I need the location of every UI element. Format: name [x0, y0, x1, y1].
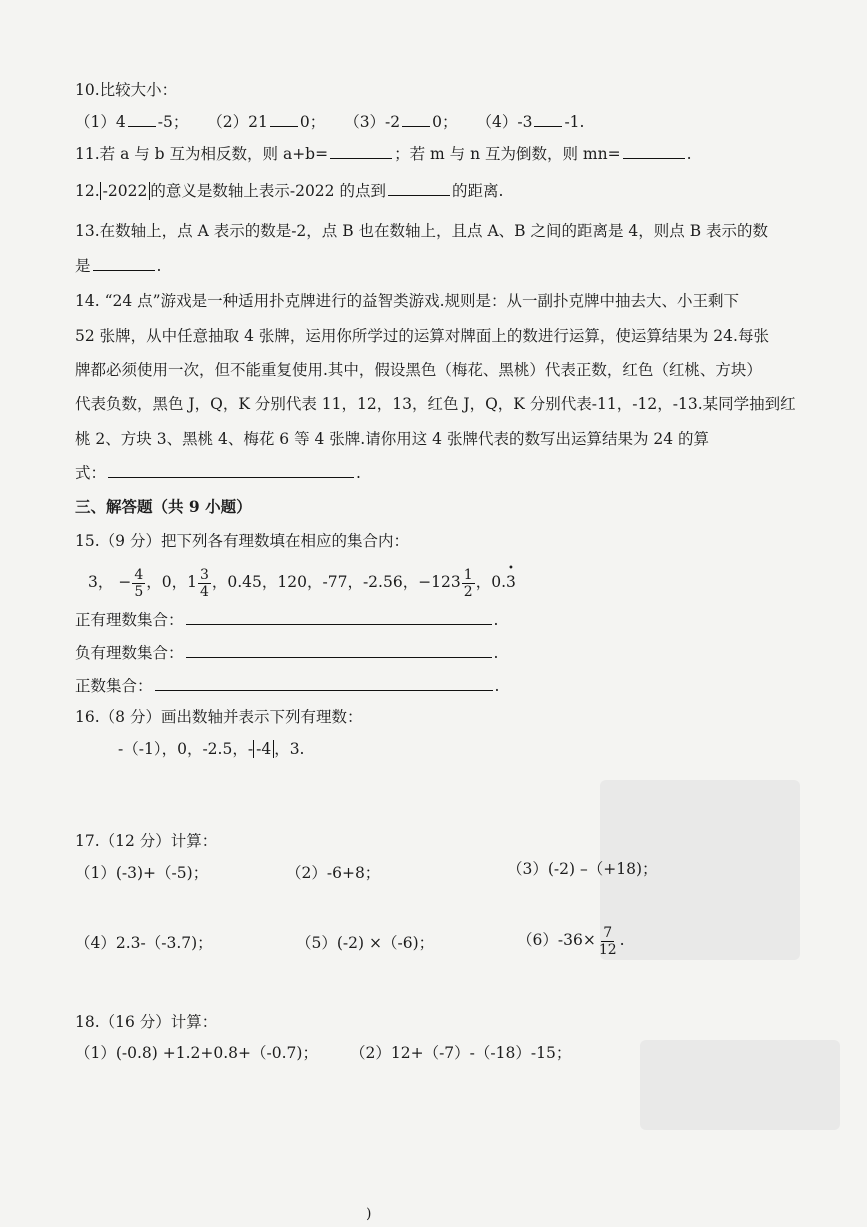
q15-set3-end: . — [494, 677, 500, 695]
section-3-heading — [75, 496, 252, 518]
q18-part2 — [350, 1042, 571, 1064]
q15-num-3: ，0.45，120，-77，-2.56，−123 — [211, 573, 461, 591]
q17-p6-end: . — [619, 931, 625, 949]
q16-title — [75, 706, 362, 728]
q11-text-a: 11.若 a 与 b 互为相反数，则 a+b= — [75, 145, 329, 163]
q15-set3-blank[interactable] — [155, 676, 493, 691]
q11-text-b: ；若 m 与 n 互为倒数，则 mn= — [394, 145, 621, 163]
q15-num-4: ，0. — [475, 573, 506, 591]
q15-set2-blank[interactable] — [186, 643, 492, 658]
q15-neg-sign: − — [118, 573, 132, 591]
q12-blank[interactable] — [388, 181, 450, 196]
q17-p1-text: （1）(-3)+（-5)； — [75, 864, 209, 882]
q17-p5-text: （5）(-2) ×（-6)； — [296, 934, 435, 952]
q13-text: 13.在数轴上，点 A 表示的数是-2，点 B 也在数轴上，且点 A、B 之间的距离是 4，则点 B 表示的数 — [75, 222, 769, 240]
q11-end: . — [686, 145, 692, 163]
q10-part1-end: -5； — [157, 113, 189, 131]
q17-part1 — [75, 862, 208, 884]
q15-fraction-3 — [462, 567, 475, 600]
q15-set1-label: 正有理数集合： — [75, 611, 184, 629]
q17-part4 — [75, 932, 213, 954]
q15-f2-denominator: 4 — [199, 583, 209, 600]
q18-p2-text: （2）12+（-7）-（-18）-15； — [350, 1044, 572, 1062]
q17-part3 — [507, 858, 658, 880]
q17-f-denominator: 12 — [598, 941, 617, 958]
q17-part6 — [517, 920, 625, 960]
q16-nums-end: ，3. — [274, 740, 305, 758]
q12-text: 的意义是数轴上表示-2022 的点到 — [150, 182, 386, 200]
q16-title-text: 16.（8 分）画出数轴并表示下列有理数： — [75, 708, 363, 726]
q15-set2-end: . — [493, 644, 499, 662]
q16-absolute-value: -4 — [253, 740, 274, 758]
q10-title-text: 10.比较大小： — [75, 81, 178, 99]
q18-part1 — [75, 1042, 318, 1064]
q10-blank3[interactable] — [402, 112, 430, 127]
q10-part2: （2）21 — [207, 113, 268, 131]
q10-part2-end: 0； — [299, 113, 326, 131]
q10-part4: （4）-3 — [476, 113, 533, 131]
q10-blank2[interactable] — [270, 112, 298, 127]
q15-title — [75, 530, 409, 552]
q11-blank1[interactable] — [330, 144, 392, 159]
q14-line4 — [75, 393, 796, 415]
q12-absolute-value: -2022 — [100, 182, 151, 200]
q14-end: . — [356, 464, 361, 482]
q15-f3-numerator: 1 — [463, 566, 473, 583]
q14-text-1: 14. “24 点”游戏是一种适用扑克牌进行的益智类游戏.规则是：从一副扑克牌中抽去大、小王剩下 — [75, 292, 740, 310]
q14-text-5: 桃 2、方块 3、黑桃 4、梅花 6 等 4 张牌.请你用这 4 张牌代表的数写出运算结果为 24 的算 — [75, 430, 710, 448]
q10-part4-end: -1. — [564, 113, 585, 131]
q15-fraction-2 — [198, 567, 211, 600]
q15-numbers — [88, 562, 516, 602]
q15-fraction-1 — [132, 567, 145, 600]
q14-line1 — [75, 290, 739, 312]
q17-title-text: 17.（12 分）计算： — [75, 832, 218, 850]
q13-line1 — [75, 220, 768, 242]
scan-smudge — [640, 1040, 840, 1130]
q15-num-1: 3， — [88, 573, 114, 591]
q13-blank[interactable] — [93, 256, 155, 271]
q14-line3 — [75, 359, 762, 381]
q12 — [75, 180, 503, 202]
q13-end: . — [156, 257, 162, 275]
q14-text-2: 52 张牌，从中任意抽取 4 张牌，运用你所学过的运算对牌面上的数进行运算，使运算结果为 24.每张 — [75, 327, 769, 345]
q11 — [75, 143, 692, 165]
q14-line2 — [75, 325, 769, 347]
q13-text-2: 是 — [75, 257, 91, 275]
q15-repeating-digit: 3 • — [506, 562, 516, 602]
q15-set-negative-rational — [75, 642, 498, 664]
q10-part1: （1）4 — [75, 113, 126, 131]
q10-parts — [75, 111, 584, 133]
q15-f3-denominator: 2 — [463, 583, 473, 600]
q15-set1-blank[interactable] — [186, 610, 492, 625]
q18-title-text: 18.（16 分）计算： — [75, 1013, 218, 1031]
q14-line6 — [75, 462, 361, 484]
q10-title — [75, 79, 177, 101]
q10-blank4[interactable] — [534, 112, 562, 127]
q10-part3: （3）-2 — [344, 113, 401, 131]
q15-set-positive — [75, 675, 499, 697]
q11-blank2[interactable] — [623, 144, 685, 159]
q12-end: 的距离. — [451, 182, 504, 200]
q15-set3-label: 正数集合： — [75, 677, 153, 695]
q10-blank1[interactable] — [128, 112, 156, 127]
q17-part5 — [296, 932, 434, 954]
q17-part2 — [286, 862, 380, 884]
footer-mark: ) — [366, 1206, 372, 1222]
q13-line2 — [75, 255, 161, 277]
q17-fraction — [597, 925, 619, 958]
q15-set1-end: . — [493, 611, 499, 629]
q14-text-4: 代表负数，黑色 J，Q，K 分别代表 11，12，13，红色 J，Q，K 分别代表-11，-12，-13.某同学抽到红 — [75, 395, 796, 413]
q15-f1-numerator: 4 — [134, 566, 144, 583]
q14-blank[interactable] — [108, 463, 354, 478]
q14-text-3: 牌都必须使用一次，但不能重复使用.其中，假设黑色（梅花、黑桃）代表正数，红色（红桃、方块） — [75, 361, 762, 379]
q14-text-6: 式： — [75, 464, 107, 482]
q16-nums-text: -（-1），0，-2.5，- — [118, 740, 254, 758]
q15-f1-denominator: 5 — [134, 583, 144, 600]
q17-p3-text: （3）(-2) –（+18)； — [507, 860, 658, 878]
q15-num-2: ，0，1 — [146, 573, 197, 591]
section-3-title: 三、解答题（共 9 小题） — [75, 497, 252, 516]
q10-part3-end: 0； — [432, 113, 458, 131]
q17-p2-text: （2）-6+8； — [286, 864, 381, 882]
q17-p4-text: （4）2.3-（-3.7)； — [75, 934, 213, 952]
q15-set-positive-rational — [75, 609, 498, 631]
q15-f2-numerator: 3 — [199, 566, 209, 583]
q17-p6-text: （6）-36× — [517, 931, 596, 949]
q17-f-numerator: 7 — [603, 924, 613, 941]
q18-title — [75, 1011, 217, 1033]
q12-number: 12. — [75, 182, 100, 200]
q15-set2-label: 负有理数集合： — [75, 644, 184, 662]
q15-title-text: 15.（9 分）把下列各有理数填在相应的集合内： — [75, 532, 409, 550]
q18-p1-text: （1）(-0.8) +1.2+0.8+（-0.7)； — [75, 1044, 318, 1062]
q14-line5 — [75, 428, 709, 450]
q16-numbers — [118, 738, 304, 760]
q17-title — [75, 830, 217, 852]
